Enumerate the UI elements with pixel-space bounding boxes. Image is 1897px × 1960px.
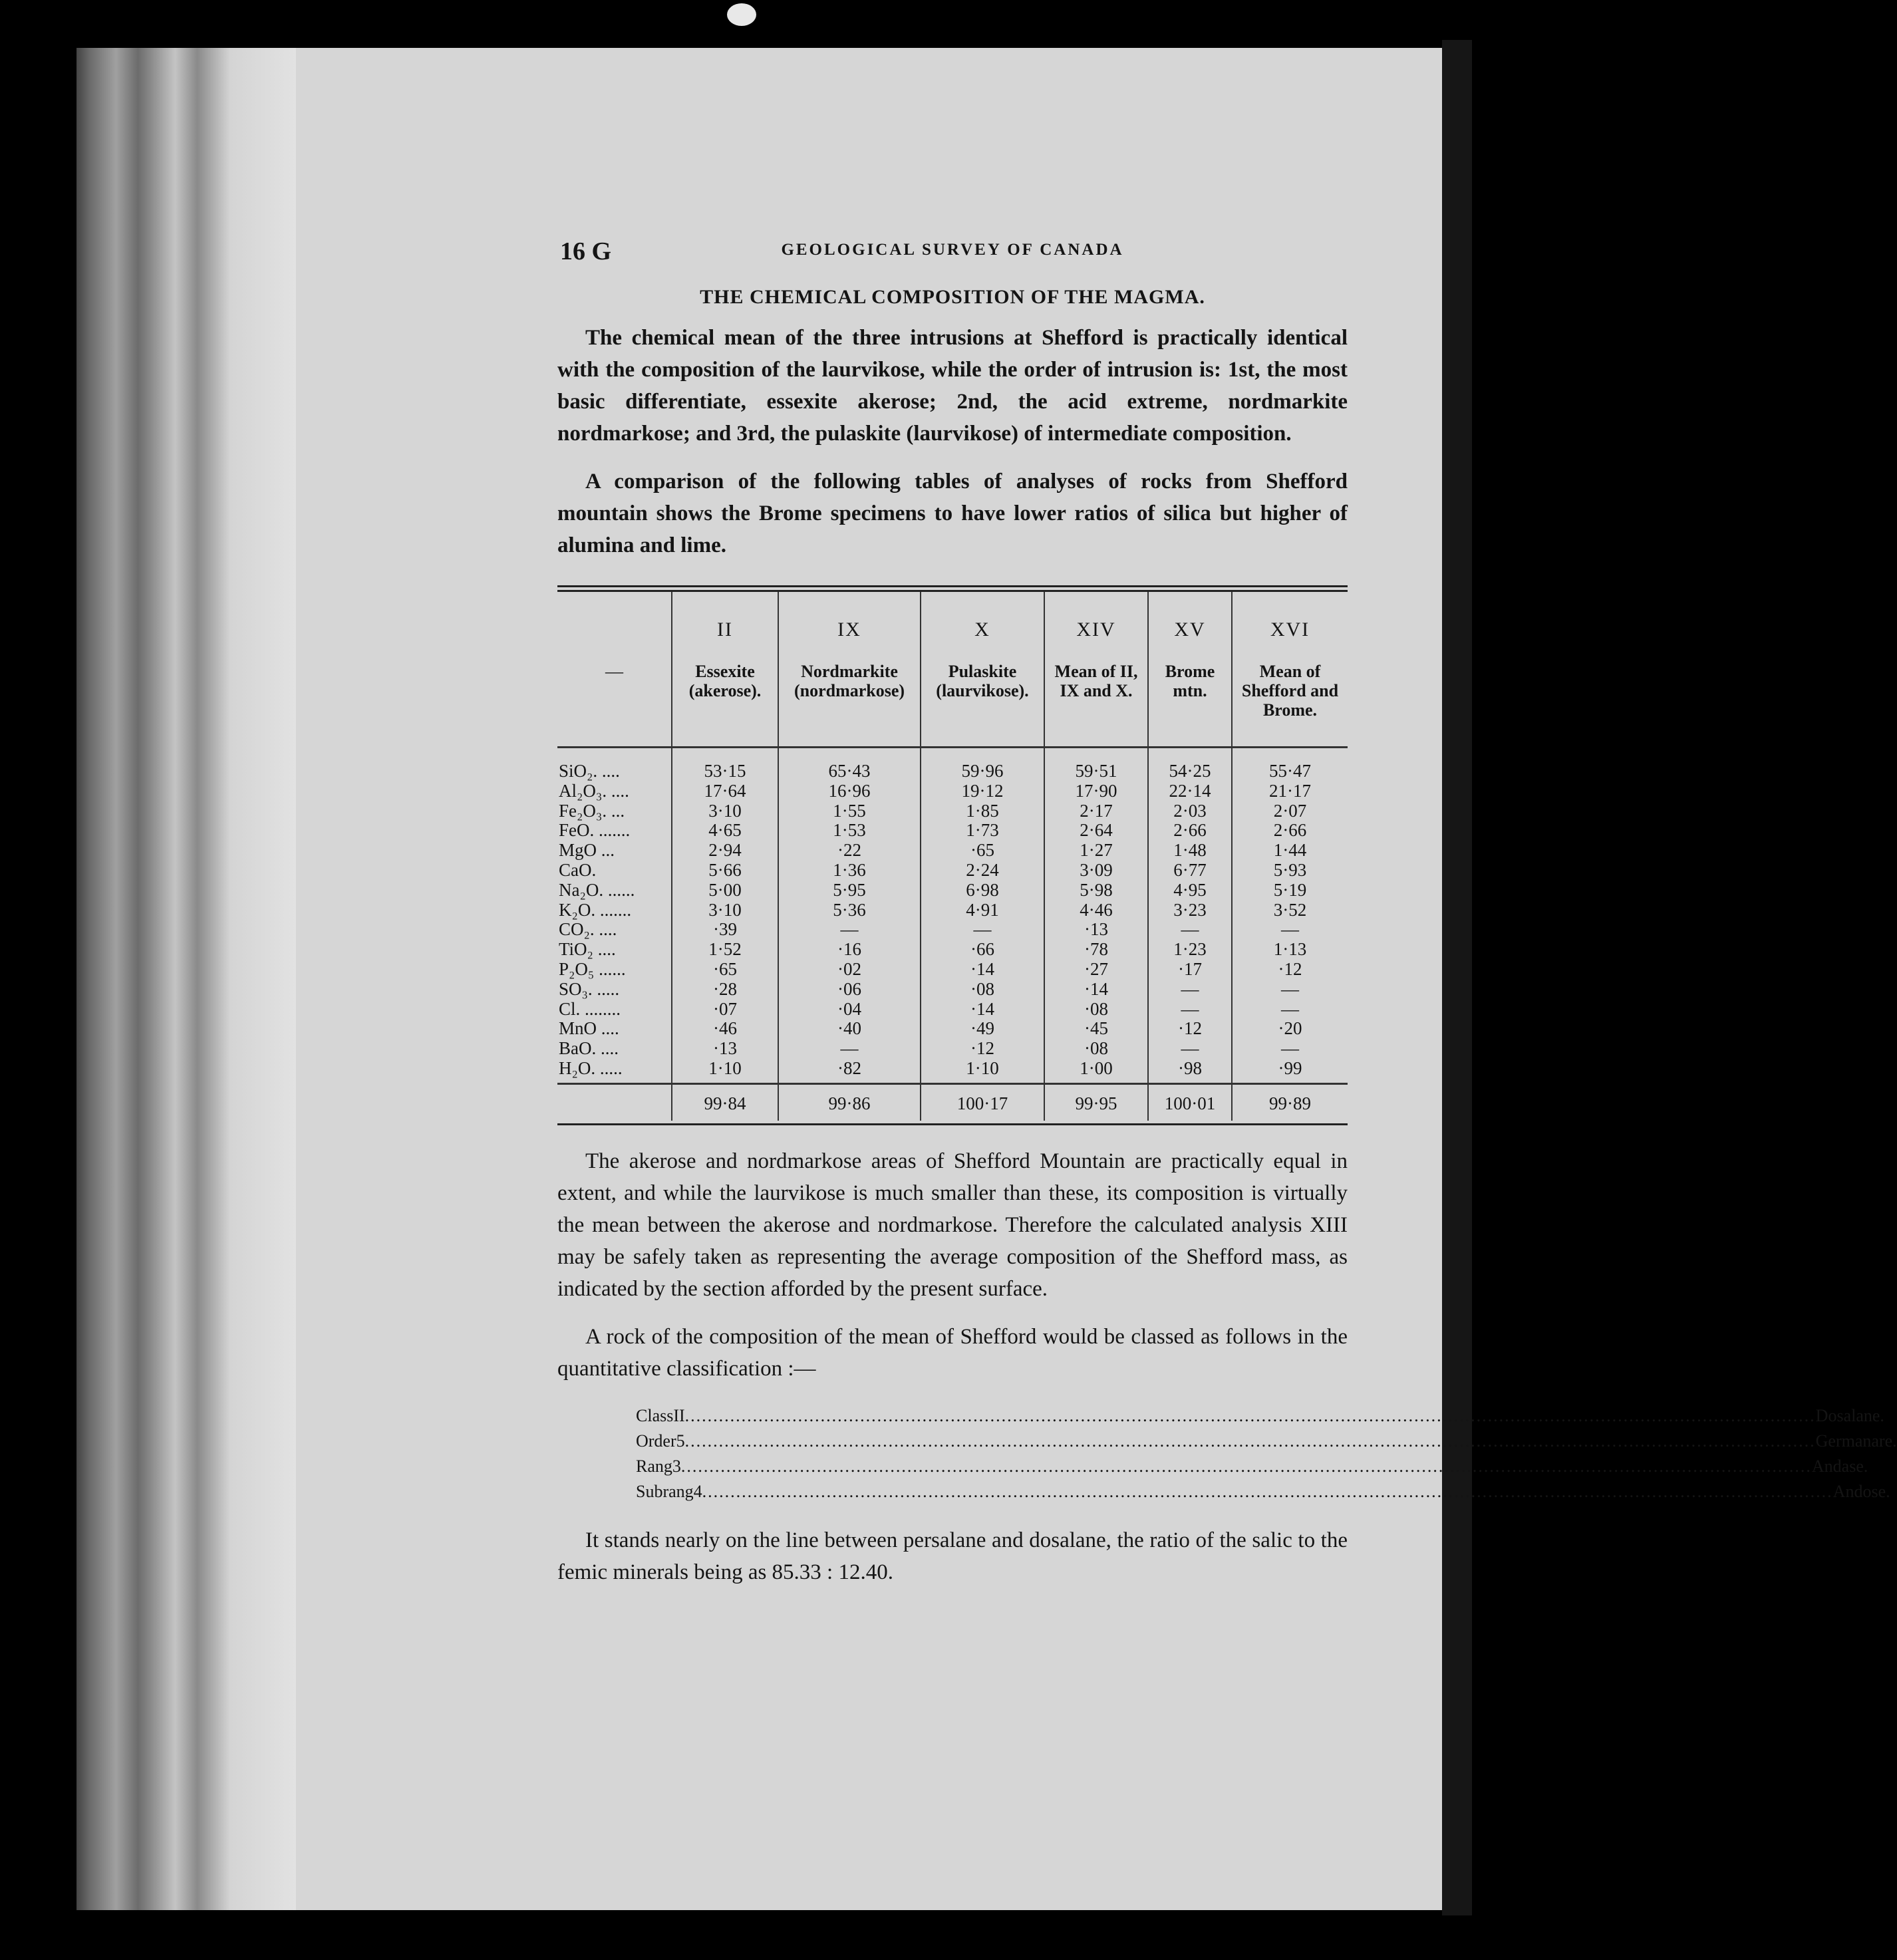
oxide-label: Na₂O. ...... — [559, 879, 635, 900]
value-cell: 1·10 — [966, 1057, 999, 1078]
value-cell: 53·15 — [704, 761, 746, 781]
page-right-edge — [1442, 40, 1472, 1915]
oxide-label: MnO .... — [559, 1018, 619, 1039]
value-cell: 59·51 — [1075, 761, 1117, 781]
value-cell: ·14 — [1084, 978, 1108, 999]
totals-row — [557, 1083, 1348, 1120]
total-value: 100·17 — [921, 1083, 1044, 1120]
total-value: 99·89 — [1232, 1083, 1348, 1120]
scan-mark — [727, 3, 756, 26]
column-header: IX Nordmarkite (nordmarkose) — [778, 592, 921, 748]
value-cell: 1·48 — [1173, 840, 1207, 861]
oxide-label: TiO₂ .... — [559, 939, 616, 960]
value-cell: ·08 — [970, 978, 994, 999]
value-cell: ·78 — [1084, 939, 1108, 960]
oxide-label: CO₂. .... — [559, 919, 617, 940]
value-cell: 5·93 — [1273, 859, 1307, 880]
value-cell: ·28 — [713, 978, 737, 999]
oxide-label: BaO. .... — [559, 1038, 619, 1059]
classification-row — [636, 1454, 1868, 1479]
classification-label: Order — [636, 1431, 676, 1451]
value-cell: 65·43 — [828, 761, 871, 781]
value-cell: 2·24 — [966, 859, 999, 880]
value-cell: 3·10 — [708, 800, 742, 821]
value-cell: 5·66 — [708, 859, 742, 880]
running-head — [557, 234, 1348, 269]
classification-label: Rang — [636, 1456, 672, 1476]
value-cell: 54·25 — [1169, 761, 1211, 781]
value-cell: ·66 — [970, 939, 994, 960]
column-header: XV Brome mtn. — [1148, 592, 1232, 748]
value-cell: ·08 — [1084, 998, 1108, 1019]
value-cell: — — [1281, 919, 1299, 940]
table-top-rule — [557, 585, 1348, 592]
value-cell: ·40 — [837, 1018, 861, 1039]
value-cell: 1·23 — [1173, 939, 1207, 960]
value-cell: — — [1181, 978, 1199, 999]
total-value: 99·95 — [1044, 1083, 1148, 1120]
value-cell: 19·12 — [961, 780, 1004, 801]
table-bottom-rule — [557, 1123, 1348, 1125]
classification-value: 4 — [693, 1481, 702, 1501]
value-cell: ·12 — [1178, 1018, 1202, 1039]
values-column — [778, 748, 921, 1084]
column-header: XIV Mean of II, IX and X. — [1044, 592, 1148, 748]
classification-label: Class — [636, 1405, 674, 1425]
value-cell: 1·10 — [708, 1057, 742, 1078]
oxide-label: Cl. ........ — [559, 998, 621, 1019]
page-content — [557, 234, 1897, 1588]
value-cell: 4·95 — [1173, 879, 1207, 900]
classification-name: Germanare. — [1815, 1431, 1897, 1451]
paragraph-4: A rock of the composition of the mean of Shefford would be classed as follows in the quantitative classification :— — [557, 1324, 1348, 1381]
value-cell: 4·91 — [966, 899, 999, 920]
value-cell: 1·36 — [833, 859, 866, 880]
classification-value: 5 — [676, 1431, 685, 1451]
page-gutter-shadow — [76, 48, 296, 1910]
value-cell: ·12 — [1278, 958, 1302, 979]
value-cell: 1·53 — [833, 820, 866, 841]
oxide-label: K₂O. ....... — [559, 899, 632, 920]
dot-leader: ........................................................................................................................................................................................................ — [702, 1481, 1833, 1501]
oxide-label: SiO₂. .... — [559, 761, 620, 781]
value-cell: 1·27 — [1080, 840, 1113, 861]
value-cell: ·46 — [713, 1018, 737, 1039]
value-cell: 3·52 — [1273, 899, 1307, 920]
column-header: XVI Mean of Shefford and Brome. — [1232, 592, 1348, 748]
table-data-row — [557, 748, 1348, 1084]
classification-row — [636, 1403, 1884, 1429]
values-column — [1232, 748, 1348, 1084]
oxide-column-header: — — [557, 592, 672, 748]
value-cell: 2·66 — [1173, 820, 1207, 841]
classification-list — [636, 1403, 1897, 1504]
classification-name: Andase. — [1811, 1456, 1868, 1476]
value-cell: — — [1281, 978, 1299, 999]
classification-row — [636, 1429, 1897, 1454]
oxide-label: CaO. — [559, 859, 597, 880]
value-cell: 3·23 — [1173, 899, 1207, 920]
value-cell: — — [1181, 919, 1199, 940]
paragraph-3: The akerose and nordmarkose areas of Shefford Mountain are practically equal in extent, and while the laurvikose is much smaller than these, its composition is virtually the mean between the akerose and nordmarkose. Therefore the calculated analysis XIII may be safely taken as representing the average composition of the Shefford mass, as indicated by the section afforded by the present surface. — [557, 1149, 1348, 1301]
classification-value: 3 — [672, 1456, 681, 1476]
classification-name: Dosalane. — [1815, 1405, 1884, 1425]
value-cell: ·07 — [713, 998, 737, 1019]
total-value: 99·86 — [778, 1083, 921, 1120]
value-cell: 2·64 — [1080, 820, 1113, 841]
analyses-table-block — [557, 585, 1348, 1125]
oxide-label: MgO ... — [559, 840, 615, 861]
oxide-label: FeO. ....... — [559, 820, 631, 841]
classification-value: II — [673, 1405, 685, 1425]
value-cell: — — [1181, 1038, 1199, 1059]
table-header-row — [557, 592, 1348, 748]
value-cell: ·02 — [837, 958, 861, 979]
classification-label: Subrang — [636, 1481, 694, 1501]
value-cell: ·82 — [837, 1057, 861, 1078]
value-cell: ·14 — [970, 998, 994, 1019]
value-cell: ·39 — [713, 919, 737, 940]
value-cell: 6·98 — [966, 879, 999, 900]
classification-name: Andose. — [1832, 1481, 1890, 1501]
value-cell: ·20 — [1278, 1018, 1302, 1039]
value-cell: 21·17 — [1269, 780, 1311, 801]
column-header: X Pulaskite (laurvikose). — [921, 592, 1044, 748]
value-cell: ·08 — [1084, 1038, 1108, 1059]
value-cell: — — [973, 919, 992, 940]
column-header: II Essexite (akerose). — [672, 592, 778, 748]
value-cell: 17·90 — [1075, 780, 1117, 801]
value-cell: 3·09 — [1080, 859, 1113, 880]
journal-title: GEOLOGICAL SURVEY OF CANADA — [781, 241, 1124, 259]
value-cell: 5·36 — [833, 899, 866, 920]
value-cell: ·06 — [837, 978, 861, 999]
value-cell: 2·17 — [1080, 800, 1113, 821]
value-cell: 5·19 — [1273, 879, 1307, 900]
values-column — [1044, 748, 1148, 1084]
value-cell: ·65 — [970, 840, 994, 861]
dot-leader: ........................................................................................................................................................................................................ — [684, 1405, 1816, 1425]
value-cell: 17·64 — [704, 780, 746, 801]
oxide-label: P₂O₅ ...... — [559, 958, 626, 979]
value-cell: — — [1281, 998, 1299, 1019]
value-cell: ·49 — [970, 1018, 994, 1039]
value-cell: 1·73 — [966, 820, 999, 841]
value-cell: ·98 — [1178, 1057, 1202, 1078]
oxide-label: SO₃. ..... — [559, 978, 620, 999]
dot-leader: ........................................................................................................................................................................................................ — [684, 1431, 1816, 1451]
value-cell: 2·66 — [1273, 820, 1307, 841]
value-cell: — — [840, 1038, 859, 1059]
value-cell: 5·98 — [1080, 879, 1113, 900]
oxide-labels-column — [557, 748, 672, 1084]
value-cell: 4·65 — [708, 820, 742, 841]
value-cell: ·14 — [970, 958, 994, 979]
value-cell: ·16 — [837, 939, 861, 960]
value-cell: ·13 — [713, 1038, 737, 1059]
value-cell: ·22 — [837, 840, 861, 861]
value-cell: 16·96 — [828, 780, 871, 801]
value-cell: 1·55 — [833, 800, 866, 821]
value-cell: ·45 — [1084, 1018, 1108, 1039]
classification-row — [636, 1479, 1890, 1504]
totals-label-cell — [557, 1083, 672, 1120]
oxide-label: H₂O. ..... — [559, 1057, 623, 1078]
total-value: 99·84 — [672, 1083, 778, 1120]
value-cell: ·27 — [1084, 958, 1108, 979]
value-cell: ·04 — [837, 998, 861, 1019]
value-cell: 2·03 — [1173, 800, 1207, 821]
value-cell: 2·07 — [1273, 800, 1307, 821]
value-cell: ·12 — [970, 1038, 994, 1059]
value-cell: 6·77 — [1173, 859, 1207, 880]
value-cell: — — [840, 919, 859, 940]
section-title: THE CHEMICAL COMPOSITION OF THE MAGMA. — [700, 286, 1205, 308]
paragraph-2: A comparison of the following tables of analyses of rocks from Shefford mountain shows the Brome specimens to have lower ratios of silica but higher of alumina and lime. — [557, 470, 1348, 557]
value-cell: ·99 — [1278, 1057, 1302, 1078]
value-cell: 59·96 — [961, 761, 1004, 781]
value-cell: 3·10 — [708, 899, 742, 920]
oxide-label: Al₂O₃. .... — [559, 780, 629, 801]
value-cell: 1·52 — [708, 939, 742, 960]
paragraph-5: It stands nearly on the line between persalane and dosalane, the ratio of the salic to the femic minerals being as 85.33 : 12.40. — [557, 1528, 1348, 1584]
value-cell: 55·47 — [1269, 761, 1311, 781]
value-cell: ·13 — [1084, 919, 1108, 940]
value-cell: 5·95 — [833, 879, 866, 900]
value-cell: — — [1281, 1038, 1299, 1059]
value-cell: — — [1181, 998, 1199, 1019]
total-value: 100·01 — [1148, 1083, 1232, 1120]
value-cell: 2·94 — [708, 840, 742, 861]
values-column — [921, 748, 1044, 1084]
value-cell: 1·00 — [1080, 1057, 1113, 1078]
page-number: 16 G — [560, 237, 612, 265]
analyses-table — [557, 592, 1348, 1121]
value-cell: 1·44 — [1273, 840, 1307, 861]
values-column — [1148, 748, 1232, 1084]
value-cell: 5·00 — [708, 879, 742, 900]
value-cell: 22·14 — [1169, 780, 1211, 801]
value-cell: 1·13 — [1273, 939, 1307, 960]
oxide-label: Fe₂O₃. ... — [559, 800, 625, 821]
value-cell: ·65 — [713, 958, 737, 979]
values-column — [672, 748, 778, 1084]
value-cell: 4·46 — [1080, 899, 1113, 920]
value-cell: 1·85 — [966, 800, 999, 821]
value-cell: ·17 — [1178, 958, 1202, 979]
paragraph-1: The chemical mean of the three intrusions at Shefford is practically identical with the composition of the laurvikose, while the order of intrusion is: 1st, the most basic differentiate, essexite akerose; 2nd, the acid extreme, nordmarkite nordmarkose; and 3rd, the pulaskite (laurvikose) of intermediate composition. — [557, 326, 1348, 446]
dot-leader: ........................................................................................................................................................................................................ — [680, 1456, 1812, 1476]
